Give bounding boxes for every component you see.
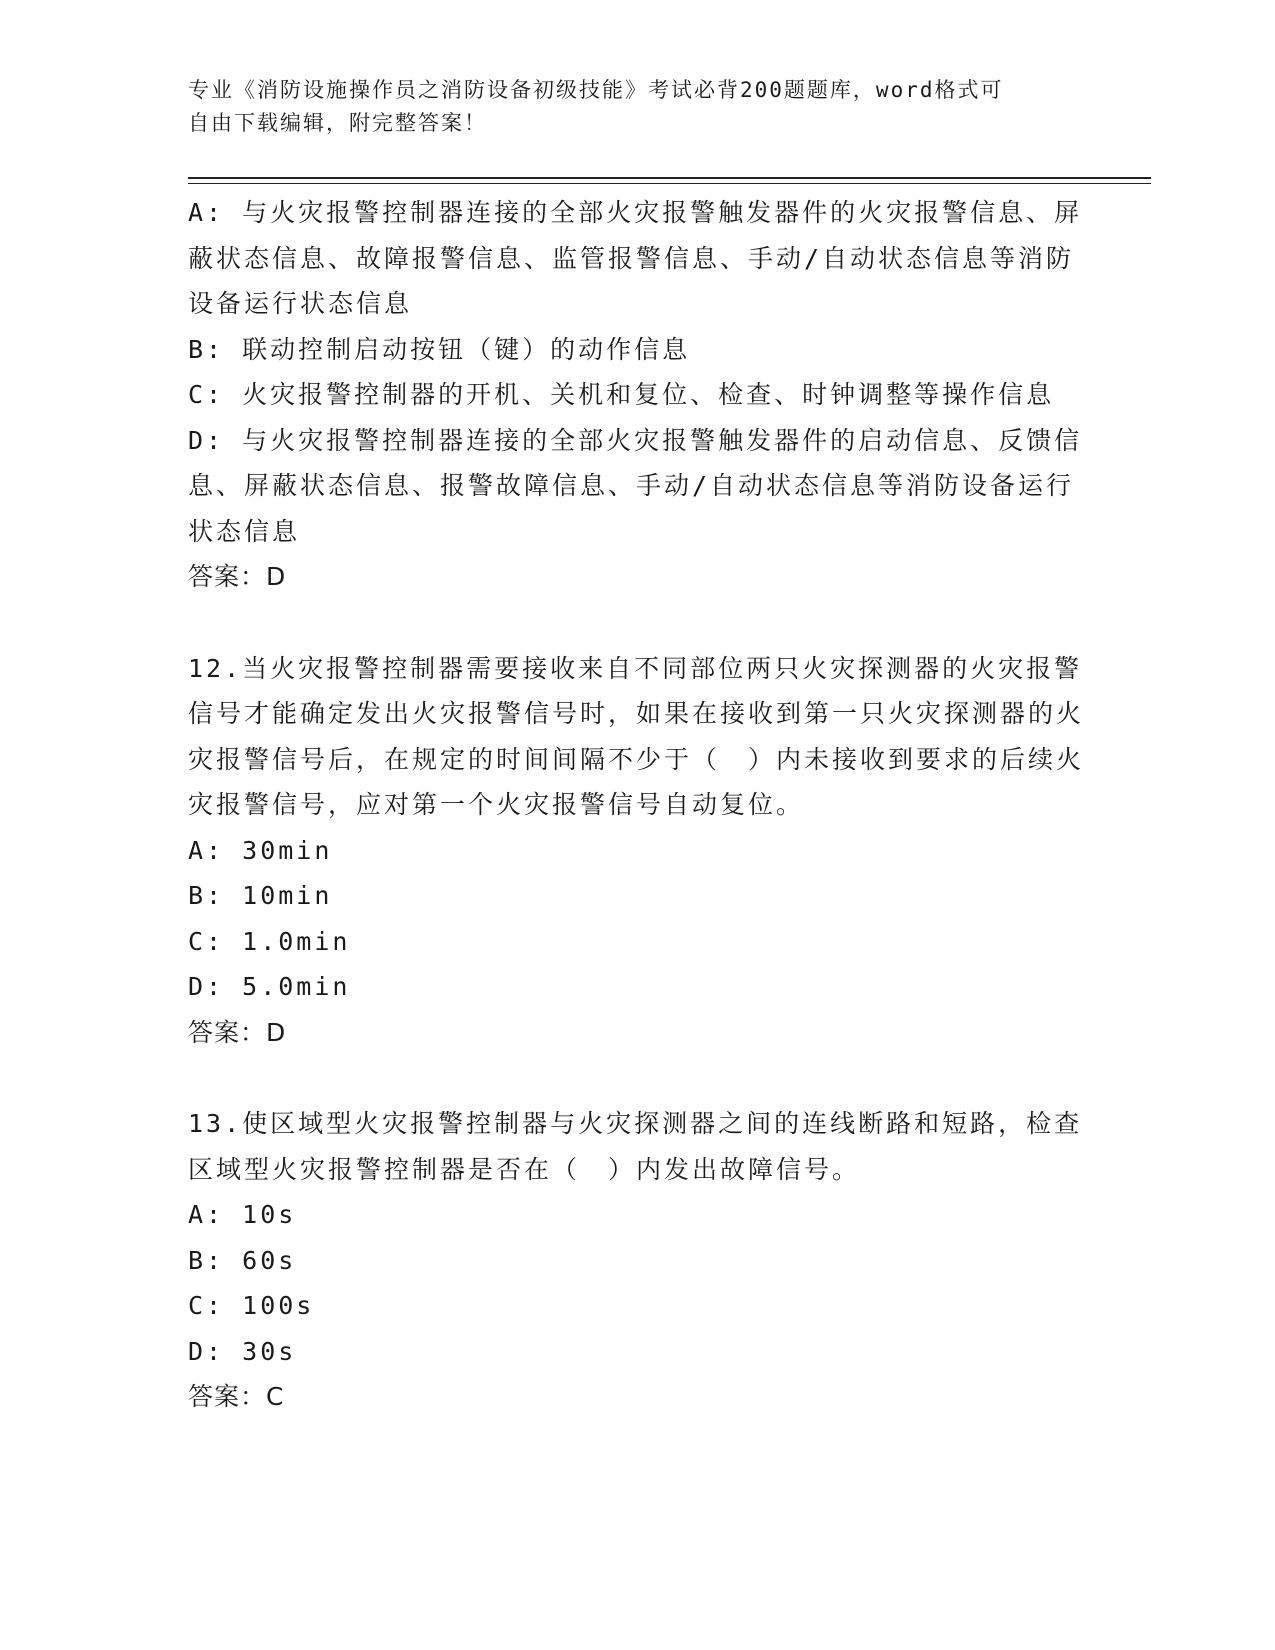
document-body (188, 190, 1093, 1420)
q12-answer: 答案：D (188, 1017, 287, 1047)
question-11-block (188, 190, 1093, 600)
q12-question: 12.当火灾报警控制器需要接收来自不同部位两只火灾探测器的火灾报警信号才能确定发出火灾报警信号时，如果在接收到第一只火灾探测器的火灾报警信号后，在规定的时间间隔不少于（ ）内未接收到要求的后续火灾报警信号，应对第一个火灾报警信号自动复位。 (188, 653, 1085, 819)
question-13-block (188, 1101, 1093, 1420)
header-divider (188, 177, 1151, 179)
spacer (188, 600, 1093, 646)
header-line-2: 自由下载编辑，附完整答案！ (188, 111, 487, 135)
q13-option-c: C: 100s (188, 1291, 315, 1320)
q11-option-b: B: 联动控制启动按钮（键）的动作信息 (188, 334, 691, 364)
q13-question: 13.使区域型火灾报警控制器与火灾探测器之间的连线断路和短路，检查区域型火灾报警控制器是否在（ ）内发出故障信号。 (188, 1109, 1083, 1184)
q13-option-b: B: 60s (188, 1245, 297, 1275)
header-divider-thin (188, 183, 1151, 184)
q11-option-a: A: 与火灾报警控制器连接的全部火灾报警触发器件的火灾报警信息、屏蔽状态信息、故障报警信息、监管报警信息、手动/自动状态信息等消防设备运行状态信息 (188, 198, 1083, 318)
question-12-block (188, 646, 1093, 1056)
q12-option-a: A: 30min (188, 835, 333, 865)
q11-answer: 答案：D (188, 562, 287, 591)
q12-option-d: D: 5.0min (188, 972, 351, 1001)
spacer (188, 1055, 1093, 1101)
q11-option-d: D: 与火灾报警控制器连接的全部火灾报警触发器件的启动信息、反馈信息、屏蔽状态信息、报警故障信息、手动/自动状态信息等消防设备运行状态信息 (188, 425, 1083, 546)
q13-answer: 答案：C (188, 1382, 285, 1411)
header-line-1: 专业《消防设施操作员之消防设备初级技能》考试必背200题题库，word格式可 (188, 78, 1004, 102)
q13-option-a: A: 10s (188, 1200, 297, 1229)
q12-option-b: B: 10min (188, 881, 333, 910)
document-header (188, 74, 1068, 140)
q13-option-d: D: 30s (188, 1336, 297, 1366)
q12-option-c: C: 1.0min (188, 926, 351, 956)
q11-option-c: C: 火灾报警控制器的开机、关机和复位、检查、时钟调整等操作信息 (188, 380, 1055, 409)
